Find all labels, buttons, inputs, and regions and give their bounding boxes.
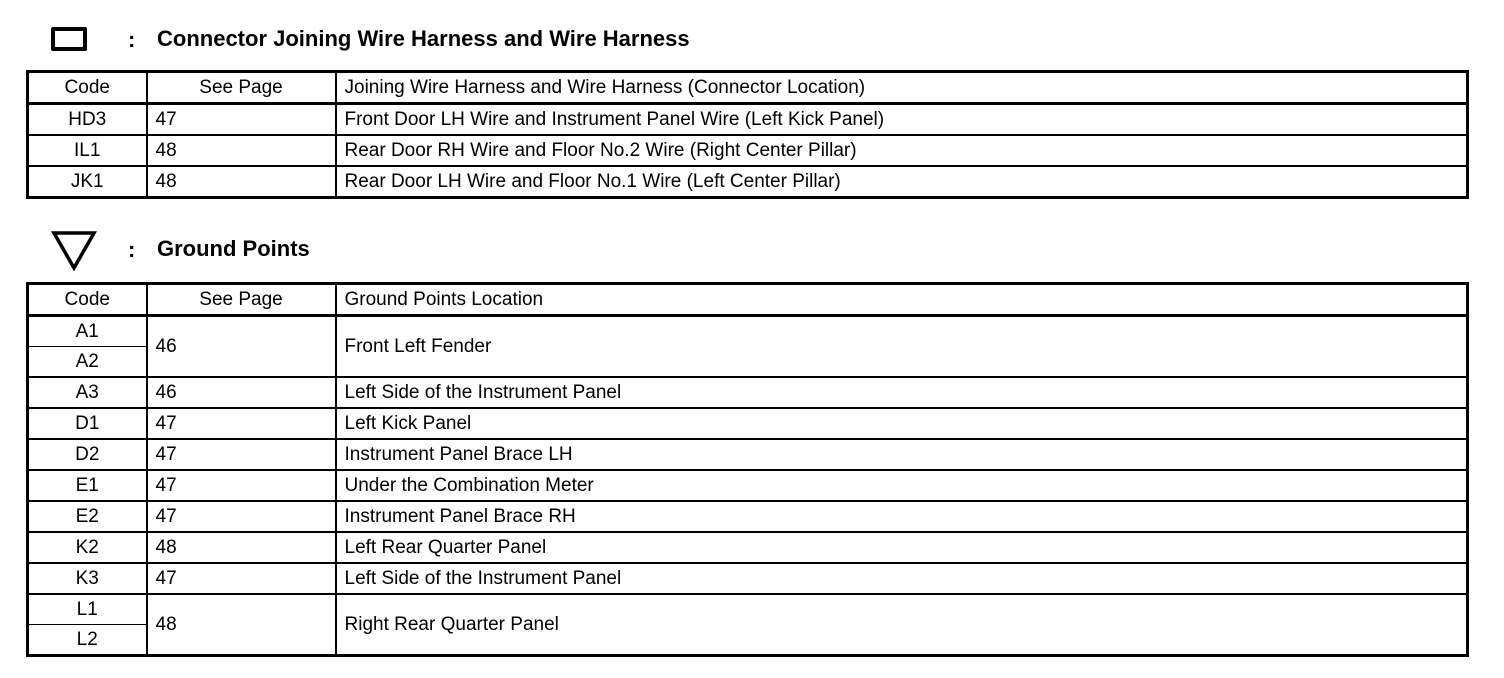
ground-header-location: Ground Points Location [336, 284, 1468, 316]
ground-page-cell: 46 [147, 377, 336, 408]
connector-location-cell: Front Door LH Wire and Instrument Panel Wire (Left Kick Panel) [336, 104, 1468, 136]
connector-page-cell: 48 [147, 166, 336, 198]
ground-page-cell: 47 [147, 501, 336, 532]
connector-code-cell: JK1 [28, 166, 147, 198]
ground-page-cell: 48 [147, 594, 336, 656]
connector-section-title: Connector Joining Wire Harness and Wire Harness [157, 26, 690, 51]
connector-colon: : [128, 27, 136, 52]
ground-colon: : [128, 237, 136, 262]
connector-page-cell: 47 [147, 104, 336, 136]
ground-location-cell: Right Rear Quarter Panel [336, 594, 1468, 656]
ground-location-cell: Front Left Fender [336, 316, 1468, 378]
connector-header-location: Joining Wire Harness and Wire Harness (Connector Location) [336, 72, 1468, 104]
table-row [28, 408, 1468, 439]
ground-page-cell: 47 [147, 439, 336, 470]
ground-table [26, 282, 1469, 657]
connector-page-cell: 48 [147, 135, 336, 166]
ground-page-cell: 46 [147, 316, 336, 378]
table-row [28, 377, 1468, 408]
table-row [28, 316, 1468, 347]
ground-code-cell: E2 [28, 501, 147, 532]
table-row [28, 135, 1468, 166]
connector-header-page: See Page [147, 72, 336, 104]
ground-code-cell: A2 [28, 347, 147, 378]
ground-code-cell: L2 [28, 625, 147, 656]
connector-code-cell: HD3 [28, 104, 147, 136]
table-row [28, 501, 1468, 532]
table-row [28, 594, 1468, 625]
ground-location-cell: Left Side of the Instrument Panel [336, 377, 1468, 408]
connector-header-code: Code [28, 72, 147, 104]
table-row [28, 166, 1468, 198]
ground-table-header [28, 284, 1468, 316]
ground-code-cell: K3 [28, 563, 147, 594]
connector-location-cell: Rear Door RH Wire and Floor No.2 Wire (Right Center Pillar) [336, 135, 1468, 166]
table-row [28, 439, 1468, 470]
ground-header-page: See Page [147, 284, 336, 316]
connector-location-cell: Rear Door LH Wire and Floor No.1 Wire (Left Center Pillar) [336, 166, 1468, 198]
ground-code-cell: A1 [28, 316, 147, 347]
ground-symbol-icon [51, 229, 97, 271]
ground-code-cell: K2 [28, 532, 147, 563]
ground-location-cell: Under the Combination Meter [336, 470, 1468, 501]
table-row [28, 563, 1468, 594]
connector-table [26, 70, 1469, 199]
ground-header-code: Code [28, 284, 147, 316]
ground-page-cell: 48 [147, 532, 336, 563]
ground-location-cell: Left Rear Quarter Panel [336, 532, 1468, 563]
ground-section-title: Ground Points [157, 236, 310, 261]
table-row [28, 470, 1468, 501]
connector-symbol-icon [51, 27, 87, 51]
connector-table-header [28, 72, 1468, 104]
ground-page-cell: 47 [147, 563, 336, 594]
ground-code-cell: A3 [28, 377, 147, 408]
ground-location-cell: Left Side of the Instrument Panel [336, 563, 1468, 594]
ground-code-cell: E1 [28, 470, 147, 501]
connector-code-cell: IL1 [28, 135, 147, 166]
ground-code-cell: D1 [28, 408, 147, 439]
table-row [28, 104, 1468, 136]
ground-code-cell: L1 [28, 594, 147, 625]
ground-code-cell: D2 [28, 439, 147, 470]
ground-location-cell: Left Kick Panel [336, 408, 1468, 439]
ground-location-cell: Instrument Panel Brace RH [336, 501, 1468, 532]
ground-page-cell: 47 [147, 408, 336, 439]
table-row [28, 532, 1468, 563]
ground-page-cell: 47 [147, 470, 336, 501]
ground-location-cell: Instrument Panel Brace LH [336, 439, 1468, 470]
